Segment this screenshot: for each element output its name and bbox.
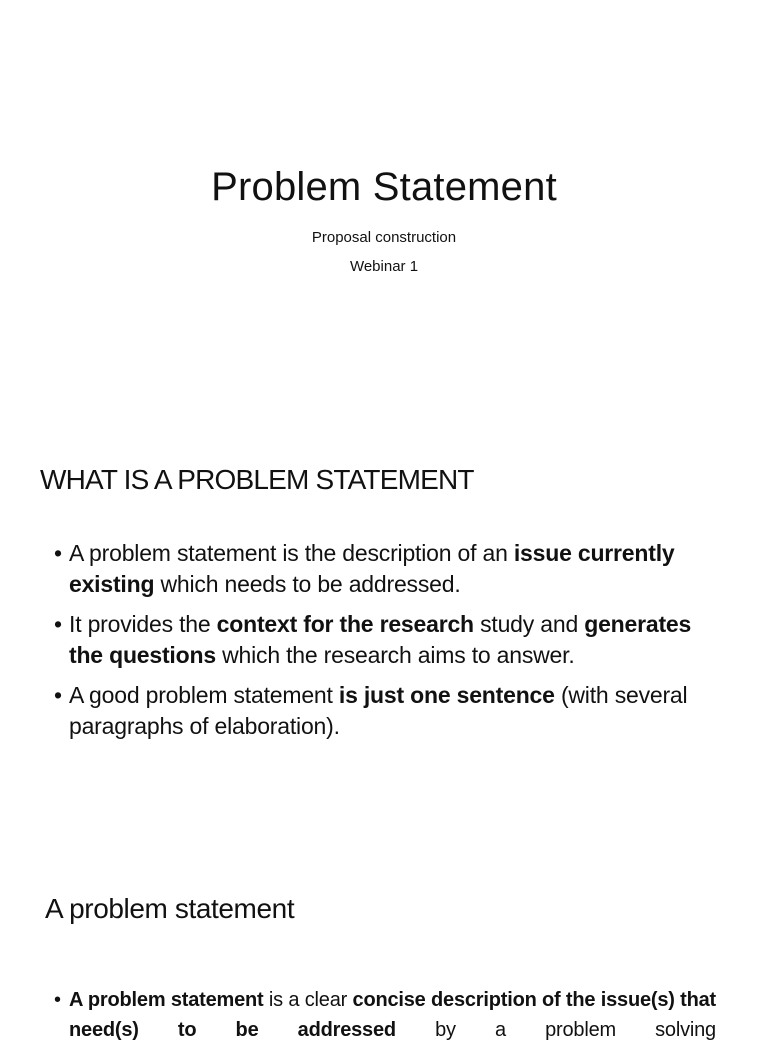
definition-slide [0,420,768,840]
bullet-item: • A good problem statement is just one sentence (with several paragraphs of elaboration). [54,680,714,742]
bullet-item: • A problem statement is a clear concise description of the issue(s) that need(s) to be addressed by a problem solving [54,985,716,1045]
bullet-item: • It provides the context for the research study and generates the questions which the research aims to answer. [54,609,714,671]
bullet-item: • A problem statement is the description of an issue currently existing which needs to be addressed. [54,538,714,600]
slide-subtitle: Proposal construction [311,229,457,246]
slide-heading: WHAT IS A PROBLEM STATEMENT [40,464,474,495]
slide-subtitle-webinar: Webinar 1 [349,258,419,275]
title-slide [0,0,768,420]
slide-title: Problem Statement [211,165,557,209]
bullet-list [54,538,714,751]
problem-statement-slide [0,840,768,1041]
bullet-list [54,985,716,1054]
slide-heading: A problem statement [45,893,295,924]
